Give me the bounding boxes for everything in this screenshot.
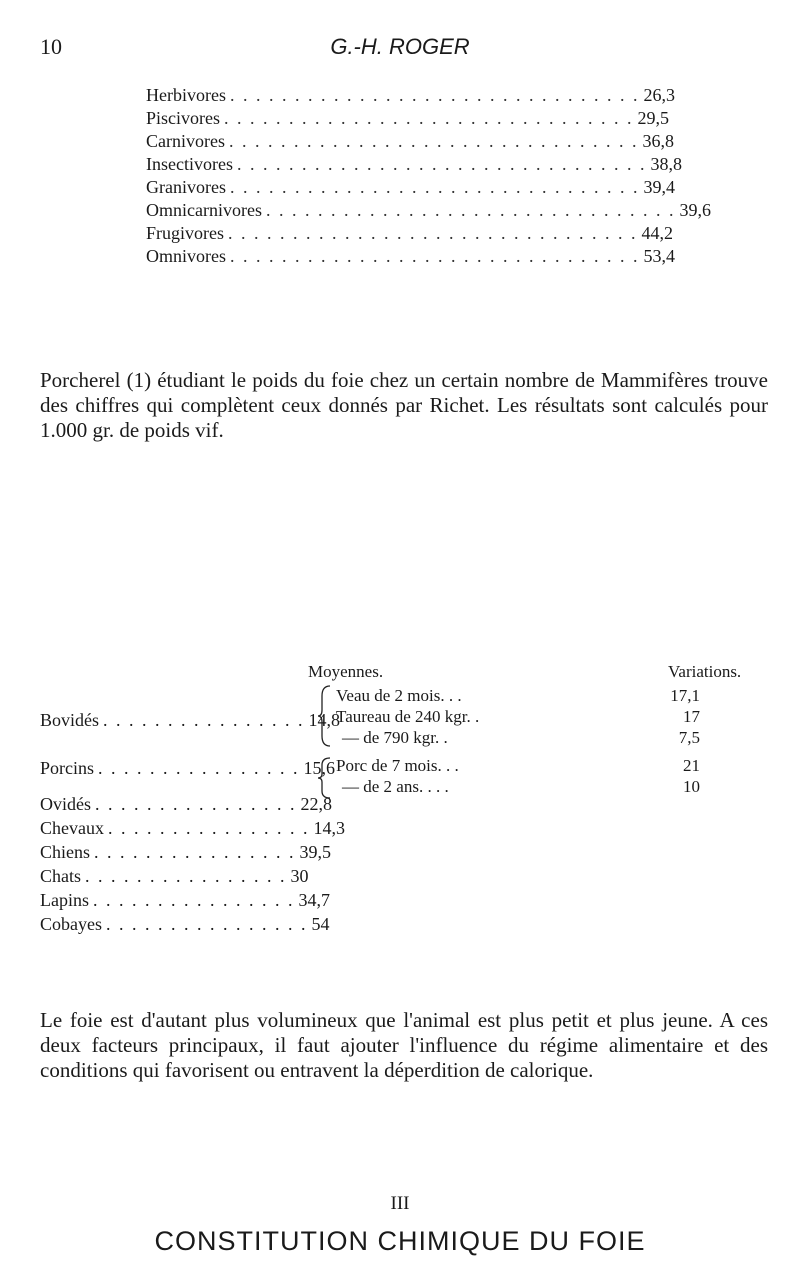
section-title: CONSTITUTION CHIMIQUE DU FOIE [154, 1226, 646, 1256]
leader-dots: . . . . . . . . . . . . . . . . [106, 914, 308, 934]
bovides-brace [318, 684, 332, 748]
leader-dots: . . . . . . . . . . . . . . . . [93, 890, 295, 910]
variation-value: 17,1 [670, 686, 700, 705]
species-name: Chevaux [40, 818, 104, 838]
variation-value: 10 [683, 777, 700, 796]
variation-value: 17 [683, 707, 700, 726]
species-value: 39,5 [299, 842, 332, 862]
diet-name: Granivores [146, 177, 226, 197]
leader-dots: . . . . . . . . . . . . . . . . [103, 710, 305, 730]
column-header-variations: Variations. [668, 662, 742, 681]
diet-value: 39,4 [643, 177, 675, 197]
species-row [40, 912, 330, 936]
species-name: Bovidés [40, 710, 100, 730]
species-row [40, 840, 332, 864]
species-table [40, 708, 345, 936]
leader-dots: . . . . . . . . . . . . . . . . . . . . . . . . . . . . . . . . [224, 108, 634, 128]
diet-value: 29,5 [637, 108, 669, 128]
diet-row [146, 84, 675, 107]
variation-row [336, 728, 700, 748]
diet-value: 53,4 [643, 246, 675, 266]
variation-name: — de 790 kgr. . [342, 728, 448, 747]
running-title: G.-H. ROGER [330, 34, 470, 59]
species-name: Lapins [40, 890, 89, 910]
leader-dots: . . . . . . . . . . . . . . . . . . . . . . . . . . . . . . . . [236, 154, 647, 174]
diet-value: 36,8 [642, 131, 674, 151]
diet-row [146, 222, 673, 245]
species-value: 34,7 [298, 890, 330, 910]
species-name: Chats [40, 866, 82, 886]
diet-name: Carnivores [146, 131, 225, 151]
diet-value: 26,3 [643, 85, 675, 105]
diet-value: 44,2 [641, 223, 673, 243]
leader-dots: . . . . . . . . . . . . . . . . . . . . . . . . . . . . . . . . [228, 131, 639, 151]
column-header-moyennes: Moyennes. [308, 662, 384, 681]
leader-dots: . . . . . . . . . . . . . . . . . . . . . . . . . . . . . . . . [228, 223, 638, 243]
diet-row [146, 153, 682, 176]
variation-row [336, 777, 700, 797]
diet-name: Omnivores [146, 246, 226, 266]
diet-table [146, 84, 711, 268]
leader-dots: . . . . . . . . . . . . . . . . [98, 758, 300, 778]
porcins-brace [318, 756, 332, 800]
section-number: III [390, 1193, 410, 1214]
species-row [40, 792, 332, 816]
species-name: Porcins [40, 758, 94, 778]
leader-dots: . . . . . . . . . . . . . . . . . . . . . . . . . . . . . . . . [265, 200, 676, 220]
species-value: 14,8 [308, 710, 341, 730]
species-row [40, 756, 335, 780]
variation-name: Porc de 7 mois. . . [336, 756, 459, 775]
variation-name: Taureau de 240 kgr. . [336, 707, 480, 726]
leader-dots: . . . . . . . . . . . . . . . . . . . . . . . . . . . . . . . . [229, 85, 640, 105]
diet-row [146, 199, 711, 222]
species-name: Ovidés [40, 794, 91, 814]
paragraph-facteurs: Le foie est d'autant plus volumineux que l'animal est plus petit et plus jeune. A ces deux facteurs principaux, il faut ajouter l'influence du régime alimentaire et des conditions qui favorisent ou entravent la déperdition de calorique. [40, 1008, 768, 1082]
paragraph-porcherel: Porcherel (1) étudiant le poids du foie chez un certain nombre de Mammifères trouve des chiffres qui complètent ceux donnés par Richet. Les résultats sont calculés pour 1.000 gr. de poids vif. [40, 368, 768, 442]
variation-name: — de 2 ans. . . . [342, 777, 449, 796]
species-name: Cobayes [40, 914, 102, 934]
diet-value: 39,6 [679, 200, 711, 220]
leader-dots: . . . . . . . . . . . . . . . . [107, 818, 310, 838]
diet-row [146, 245, 675, 268]
species-row [40, 708, 341, 732]
variation-name: Veau de 2 mois. . . [336, 686, 462, 705]
species-value: 54 [311, 914, 330, 934]
species-value: 15,6 [303, 758, 335, 778]
diet-row [146, 176, 675, 199]
page-number: 10 [40, 34, 62, 59]
diet-value: 38,8 [650, 154, 682, 174]
species-value: 30 [290, 866, 309, 886]
variation-row [336, 756, 700, 776]
leader-dots: . . . . . . . . . . . . . . . . [94, 842, 296, 862]
leader-dots: . . . . . . . . . . . . . . . . . . . . . . . . . . . . . . . . [229, 177, 640, 197]
variation-row [336, 686, 700, 706]
diet-name: Frugivores [146, 223, 224, 243]
species-row [40, 816, 345, 840]
leader-dots: . . . . . . . . . . . . . . . . [95, 794, 297, 814]
diet-name: Omnicarnivores [146, 200, 262, 220]
species-value: 14,3 [313, 818, 345, 838]
diet-name: Herbivores [146, 85, 226, 105]
variation-value: 7,5 [678, 728, 700, 747]
leader-dots: . . . . . . . . . . . . . . . . [85, 866, 287, 886]
species-value: 22,8 [300, 794, 332, 814]
diet-name: Piscivores [146, 108, 220, 128]
variation-row [336, 707, 700, 727]
variation-value: 21 [683, 756, 700, 775]
diet-name: Insectivores [146, 154, 233, 174]
species-row [40, 888, 330, 912]
species-row [40, 864, 309, 888]
species-name: Chiens [40, 842, 91, 862]
diet-row [146, 107, 669, 130]
leader-dots: . . . . . . . . . . . . . . . . . . . . . . . . . . . . . . . . [230, 246, 640, 266]
diet-row [146, 130, 674, 153]
